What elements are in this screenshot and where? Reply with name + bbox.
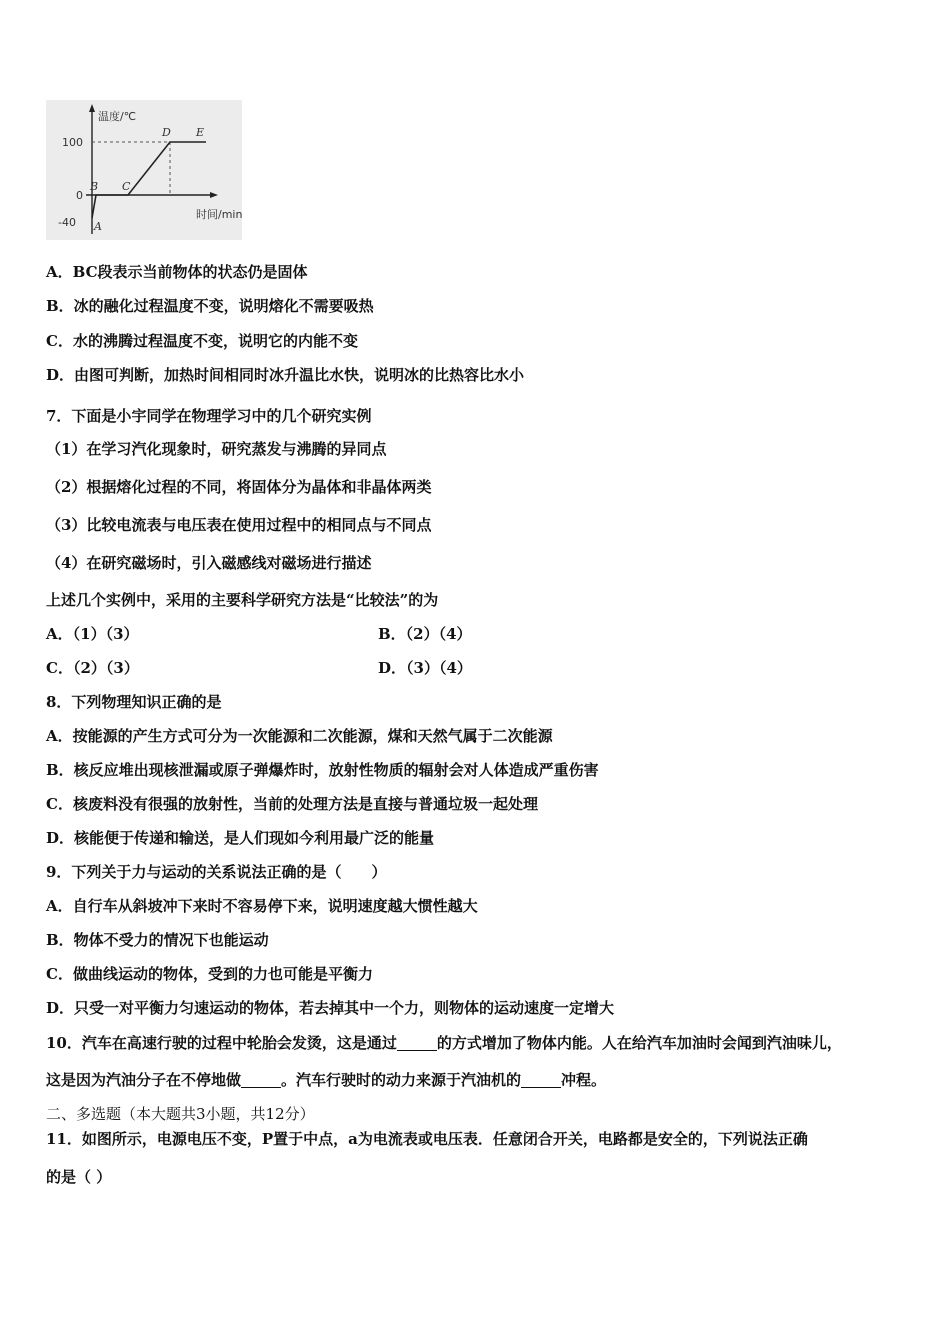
q6-option-b: B．冰的融化过程温度不变，说明熔化不需要吸热 — [46, 297, 374, 315]
q6-option-a: A．BC段表示当前物体的状态仍是固体 — [46, 263, 308, 281]
point-label-b: B — [90, 180, 99, 193]
q7-option-b: B．（2）（4） — [378, 625, 472, 643]
q8-stem: 8．下列物理知识正确的是 — [46, 693, 222, 711]
q6-option-c: C．水的沸腾过程温度不变，说明它的内能不变 — [46, 332, 358, 350]
q7-item-3: （3）比较电流表与电压表在使用过程中的相同点与不同点 — [46, 516, 432, 534]
graph-svg — [46, 100, 242, 240]
point-label-a: A — [94, 220, 102, 233]
q10-line-1 — [46, 1032, 842, 1053]
y-axis-label: 温度/℃ — [98, 110, 137, 123]
q7-option-a: A．（1）（3） — [46, 625, 139, 643]
section-2-heading: 二、多选题（本大题共3小题，共12分） — [46, 1105, 315, 1123]
q10-text-3: 这是因为汽油分子在不停地做 — [46, 1071, 242, 1089]
q7-item-4: （4）在研究磁场时，引入磁感线对磁场进行描述 — [46, 554, 372, 572]
q9-stem: 9．下列关于力与运动的关系说法正确的是（ ） — [46, 863, 387, 881]
q7-item-2: （2）根据熔化过程的不同，将固体分为晶体和非晶体两类 — [46, 478, 432, 496]
q7-stem: 7．下面是小宇同学在物理学习中的几个研究实例 — [46, 407, 372, 425]
q7-item-1: （1）在学习汽化现象时，研究蒸发与沸腾的异同点 — [46, 440, 387, 458]
q8-option-b: B．核反应堆出现核泄漏或原子弹爆炸时，放射性物质的辐射会对人体造成严重伤害 — [46, 761, 599, 779]
q8-option-c: C．核废料没有很强的放射性，当前的处理方法是直接与普通垃圾一起处理 — [46, 795, 538, 813]
q10-blank-2[interactable] — [241, 1072, 281, 1088]
tick-label-0: 0 — [76, 189, 83, 202]
q10-text-1: 10．汽车在高速行驶的过程中轮胎会发烫，这是通过 — [46, 1034, 397, 1052]
q11-line-2: 的是（ ） — [46, 1168, 112, 1186]
temperature-time-graph — [46, 100, 242, 240]
q9-option-c: C．做曲线运动的物体，受到的力也可能是平衡力 — [46, 965, 373, 983]
q11-line-1: 11．如图所示，电源电压不变，P置于中点，a为电流表或电压表．任意闭合开关，电路都是安全的，下列说法正确 — [46, 1130, 808, 1148]
q10-blank-3[interactable] — [521, 1072, 561, 1088]
tick-label-neg40: -40 — [58, 216, 76, 229]
q9-option-b: B．物体不受力的情况下也能运动 — [46, 931, 269, 949]
q9-option-a: A．自行车从斜坡冲下来时不容易停下来，说明速度越大惯性越大 — [46, 897, 478, 915]
q8-option-d: D．核能便于传递和输送，是人们现如今利用最广泛的能量 — [46, 829, 435, 847]
q10-line-2 — [46, 1069, 606, 1090]
q10-text-5: 冲程。 — [561, 1071, 607, 1089]
q7-option-d: D．（3）（4） — [378, 659, 472, 677]
q7-option-c: C．（2）（3） — [46, 659, 139, 677]
q10-blank-1[interactable] — [397, 1035, 437, 1051]
point-label-c: C — [122, 180, 131, 193]
point-label-d: D — [162, 126, 171, 139]
q6-option-d: D．由图可判断，加热时间相同时冰升温比水快，说明冰的比热容比水小 — [46, 366, 525, 384]
point-label-e: E — [196, 126, 205, 139]
tick-label-100: 100 — [62, 136, 83, 149]
q10-text-4: 。汽车行驶时的动力来源于汽油机的 — [281, 1071, 522, 1089]
q8-option-a: A．按能源的产生方式可分为一次能源和二次能源，煤和天然气属于二次能源 — [46, 727, 553, 745]
q7-question: 上述几个实例中，采用的主要科学研究方法是“比较法”的为 — [46, 591, 439, 609]
q9-option-d: D．只受一对平衡力匀速运动的物体，若去掉其中一个力，则物体的运动速度一定增大 — [46, 999, 615, 1017]
x-axis-label: 时间/min — [196, 208, 242, 221]
q10-text-2: 的方式增加了物体内能。人在给汽车加油时会闻到汽油味儿， — [436, 1034, 842, 1052]
